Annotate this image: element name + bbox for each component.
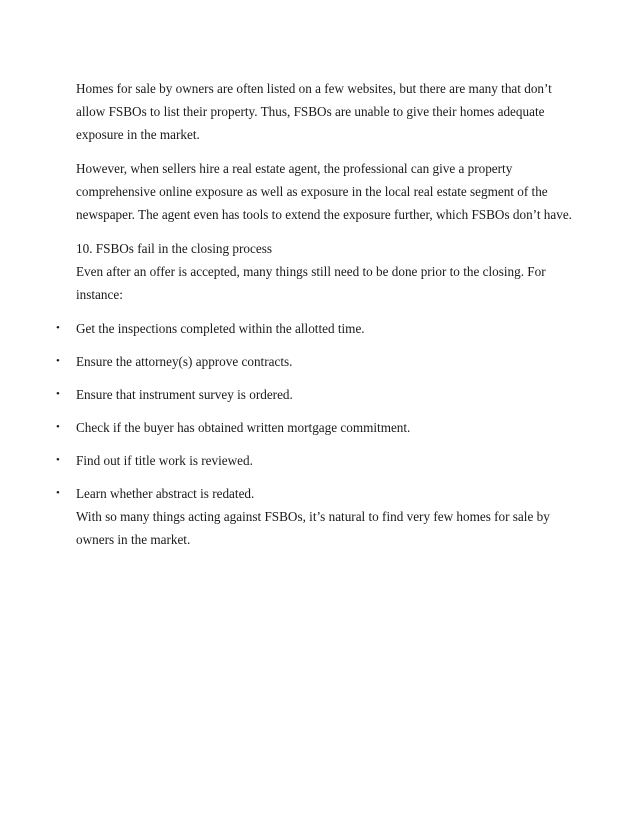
bullet-icon: •	[56, 322, 60, 334]
list-item	[56, 350, 576, 373]
list-item-text: Check if the buyer has obtained written mortgage commitment.	[76, 420, 411, 435]
bullet-icon: •	[56, 388, 60, 400]
list-item-text: Get the inspections completed within the allotted time.	[76, 321, 365, 336]
section-closing-process	[76, 237, 576, 306]
section-heading: 10. FSBOs fail in the closing process	[76, 241, 272, 256]
list-item	[56, 482, 576, 551]
list-item-text: Ensure that instrument survey is ordered.	[76, 387, 293, 402]
closing-paragraph: With so many things acting against FSBOs, it’s natural to find very few homes for sale by owners in the market.	[76, 509, 550, 547]
bullet-icon: •	[56, 454, 60, 466]
paragraph-listing-exposure: Homes for sale by owners are often listed on a few websites, but there are many that don’t allow FSBOs to list their property. Thus, FSBOs are unable to give their homes adequate exposure in the market.	[76, 81, 552, 142]
list-item-text: Ensure the attorney(s) approve contracts.	[76, 354, 293, 369]
section-intro: Even after an offer is accepted, many things still need to be done prior to the closing. For instance:	[76, 264, 546, 302]
bullet-icon: •	[56, 355, 60, 367]
document-body	[56, 77, 576, 561]
bullet-icon: •	[56, 487, 60, 499]
list-item-text: Find out if title work is reviewed.	[76, 453, 253, 468]
list-item	[56, 383, 576, 406]
list-item-text: Learn whether abstract is redated.	[76, 486, 255, 501]
list-item	[56, 449, 576, 472]
list-item	[56, 416, 576, 439]
closing-steps-list	[56, 317, 576, 551]
paragraph-agent-exposure: However, when sellers hire a real estate agent, the professional can give a property comprehensive online exposure as well as exposure in the local real estate segment of the newspaper. The agent even has tools to extend the exposure further, which FSBOs don’t have.	[76, 161, 572, 222]
list-item	[56, 317, 576, 340]
bullet-icon: •	[56, 421, 60, 433]
